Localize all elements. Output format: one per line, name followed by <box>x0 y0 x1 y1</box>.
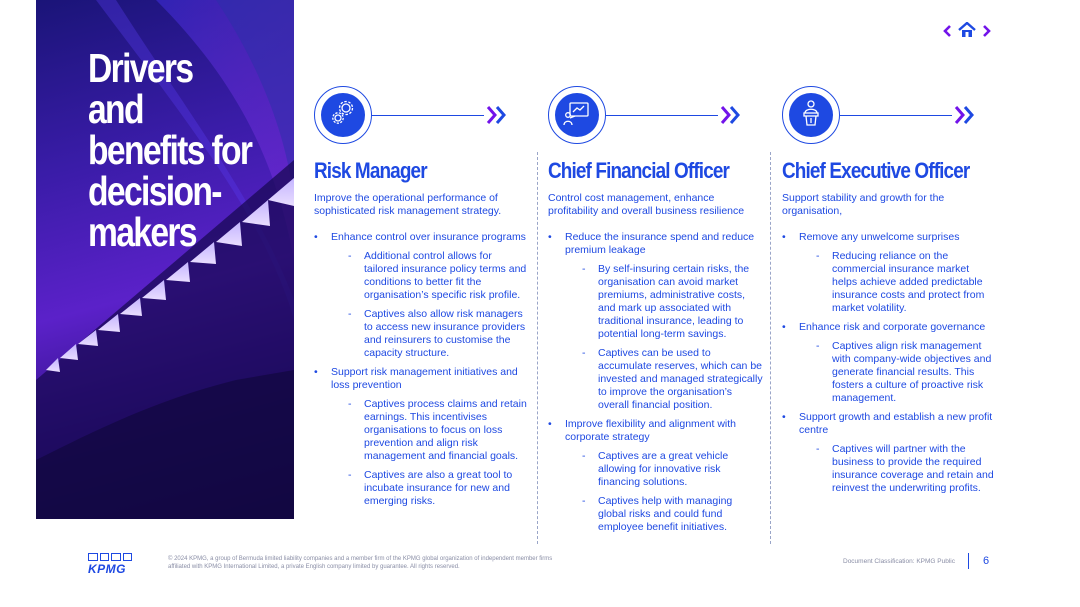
bullet-list <box>548 231 763 534</box>
list-item: • Improve flexibility and alignment with corporate strategy - Captives are a great vehicle allowing for innovative risk financing solutions. - Captives help with managing global risks and could fund employee benefit initiatives. <box>548 418 763 534</box>
column-header-graphic <box>314 86 529 146</box>
column-intro: Support stability and growth for the organisation, <box>782 192 945 217</box>
column-divider <box>537 152 538 544</box>
column-intro: Improve the operational performance of sophisticated risk management strategy. <box>314 192 502 217</box>
sub-list-item: - Captives help with managing global risks and could fund employee benefit initiatives. <box>565 495 763 534</box>
column-chief-financial-officer <box>548 86 763 540</box>
column-title: Chief Executive Officer <box>782 158 970 183</box>
slide-navigation <box>942 22 992 43</box>
sub-list-item: - Reducing reliance on the commercial insurance market helps achieve added predictable insurance costs and protect from market volatility. <box>799 250 997 315</box>
sub-list-item: - Captives also allow risk managers to access new insurance providers and reinsurers to customise the capacity structure. <box>331 308 529 360</box>
presentation-board-icon <box>562 98 592 133</box>
footer-divider <box>968 553 969 569</box>
logo-text: KPMG <box>88 562 126 576</box>
sub-list-item: - Captives align risk management with company-wide objectives and generate financial results. This fosters a culture of proactive risk management. <box>799 340 997 405</box>
column-title: Risk Manager <box>314 158 427 183</box>
sub-list-item: - Captives are also a great tool to incubate insurance for new and emerging risks. <box>331 469 529 508</box>
sub-list-item: - Captives are a great vehicle allowing for innovative risk financing solutions. <box>565 450 763 489</box>
column-title: Chief Financial Officer <box>548 158 730 183</box>
document-classification: Document Classification: KPMG Public <box>843 558 955 565</box>
column-header-graphic <box>548 86 763 146</box>
connector-line <box>372 115 484 116</box>
page-title: Drivers and benefits for decision- makers <box>88 45 252 255</box>
double-chevron-icon <box>720 105 742 130</box>
column-chief-executive-officer <box>782 86 997 501</box>
column-header-graphic <box>782 86 997 146</box>
podium-speaker-icon <box>796 98 826 133</box>
column-intro: Control cost management, enhance profitability and overall business resilience <box>548 192 745 217</box>
double-chevron-icon <box>954 105 976 130</box>
list-item: • Support risk management initiatives and loss prevention - Captives process claims and retain earnings. This incentivises organisations to focus on loss prevention and align risk management and financial goals. - Captives are also a great tool to incubate insurance for new and emerging risks. <box>314 366 529 508</box>
icon-badge <box>314 86 372 144</box>
list-item: • Enhance control over insurance programs - Additional control allows for tailored insurance policy terms and conditions to better fit the organisation’s specific risk profile. - Captives also allow risk managers to access new insurance providers and reinsurers to customise the capacity structure. <box>314 231 529 360</box>
bullet-list <box>314 231 529 508</box>
chevron-right-icon[interactable] <box>982 24 992 42</box>
list-item: • Remove any unwelcome surprises - Reducing reliance on the commercial insurance market helps achieve added predictable insurance costs and protect from market volatility. <box>782 231 997 315</box>
bullet-list <box>782 231 997 495</box>
legal-notice: © 2024 KPMG, a group of Bermuda limited liability companies and a member firm of the KPMG global organization of independent member firms affiliated with KPMG International Limited, a private English company limited by guarantee. All rights reserved. <box>168 556 553 570</box>
sub-list-item: - Captives process claims and retain earnings. This incentivises organisations to focus on loss prevention and align risk management and financial goals. <box>331 398 529 463</box>
list-item: • Support growth and establish a new profit centre - Captives will partner with the business to provide the required insurance coverage and retain and reinvest the underwriting profits. <box>782 411 997 495</box>
kpmg-logo <box>88 553 134 576</box>
connector-line <box>840 115 952 116</box>
column-divider <box>770 152 771 544</box>
sub-list-item: - Additional control allows for tailored insurance policy terms and conditions to better fit the organisation’s specific risk profile. <box>331 250 529 302</box>
hero-panel <box>36 0 294 519</box>
column-risk-manager <box>314 86 529 514</box>
sub-list-item: - Captives can be used to accumulate reserves, which can be invested and managed strategically to improve the organisation’s overall financial position. <box>565 347 763 412</box>
list-item: • Reduce the insurance spend and reduce premium leakage - By self-insuring certain risks, the organisation can avoid market premiums, administrative costs, and mark up associated with traditional insurance, leading to potential long-term savings. - Captives can be used to accumulate reserves, which can be invested and managed strategically to improve the organisation’s overall financial position. <box>548 231 763 412</box>
connector-line <box>606 115 718 116</box>
sub-list-item: - By self-insuring certain risks, the organisation can avoid market premiums, administrative costs, and mark up associated with traditional insurance, leading to potential long-term savings. <box>565 263 763 341</box>
icon-badge <box>782 86 840 144</box>
logo-boxes-icon <box>88 553 134 561</box>
chevron-left-icon[interactable] <box>942 24 952 42</box>
sub-list-item: - Captives will partner with the business to provide the required insurance coverage and retain and reinvest the underwriting profits. <box>799 443 997 495</box>
gears-icon <box>328 98 358 133</box>
icon-badge <box>548 86 606 144</box>
double-chevron-icon <box>486 105 508 130</box>
page-number: 6 <box>983 555 990 567</box>
list-item: • Enhance risk and corporate governance - Captives align risk management with company-wide objectives and generate financial results. This fosters a culture of proactive risk management. <box>782 321 997 405</box>
home-icon[interactable] <box>958 22 976 43</box>
